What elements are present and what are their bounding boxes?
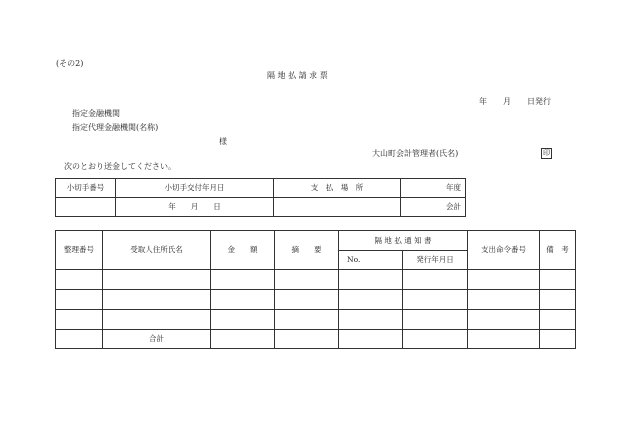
table-row xyxy=(56,310,576,330)
issue-date: 年 月 日発行 xyxy=(479,97,551,106)
payment-place-cell xyxy=(274,198,401,217)
seal-mark: 印 xyxy=(543,149,550,157)
fiscal-year-header: 年度 xyxy=(401,179,466,198)
check-date-header: 小切手交付年月日 xyxy=(116,179,274,198)
notice-date-header: 発行年月日 xyxy=(403,251,468,270)
page-title: 隔 地 払 請 求 票 xyxy=(267,71,328,80)
remarks-header: 備 考 xyxy=(540,231,576,270)
expenditure-order-header: 支出命令番号 xyxy=(468,231,540,270)
instruction-text: 次のとおり送金してください。 xyxy=(64,162,176,171)
honorific: 様 xyxy=(219,137,227,146)
payee-header: 受取人住所氏名 xyxy=(103,231,211,270)
summary-header: 摘 要 xyxy=(275,231,339,270)
table-row xyxy=(56,270,576,290)
account-cell: 会計 xyxy=(401,198,466,217)
total-row xyxy=(56,330,576,349)
payment-place-header: 支 払 場 所 xyxy=(274,179,401,198)
treasurer-label: 大山町会計管理者(氏名) xyxy=(372,149,459,158)
form-number: (その2) xyxy=(56,59,84,68)
designated-bank: 指定金融機関 xyxy=(72,109,120,118)
reference-number-header: 整理番号 xyxy=(56,231,103,270)
designated-agent-bank: 指定代理金融機関(名称) xyxy=(72,123,159,132)
payment-detail-table xyxy=(55,230,576,349)
total-label: 合計 xyxy=(103,330,211,349)
check-number-header: 小切手番号 xyxy=(56,179,116,198)
amount-header: 金 額 xyxy=(211,231,275,270)
check-number-cell xyxy=(56,198,116,217)
check-date-cell: 年 月 日 xyxy=(116,198,274,217)
notice-number-header: No. xyxy=(339,251,403,270)
remittance-table xyxy=(55,178,466,217)
table-row xyxy=(56,290,576,310)
notice-header: 隔 地 払 通 知 書 xyxy=(339,231,468,251)
